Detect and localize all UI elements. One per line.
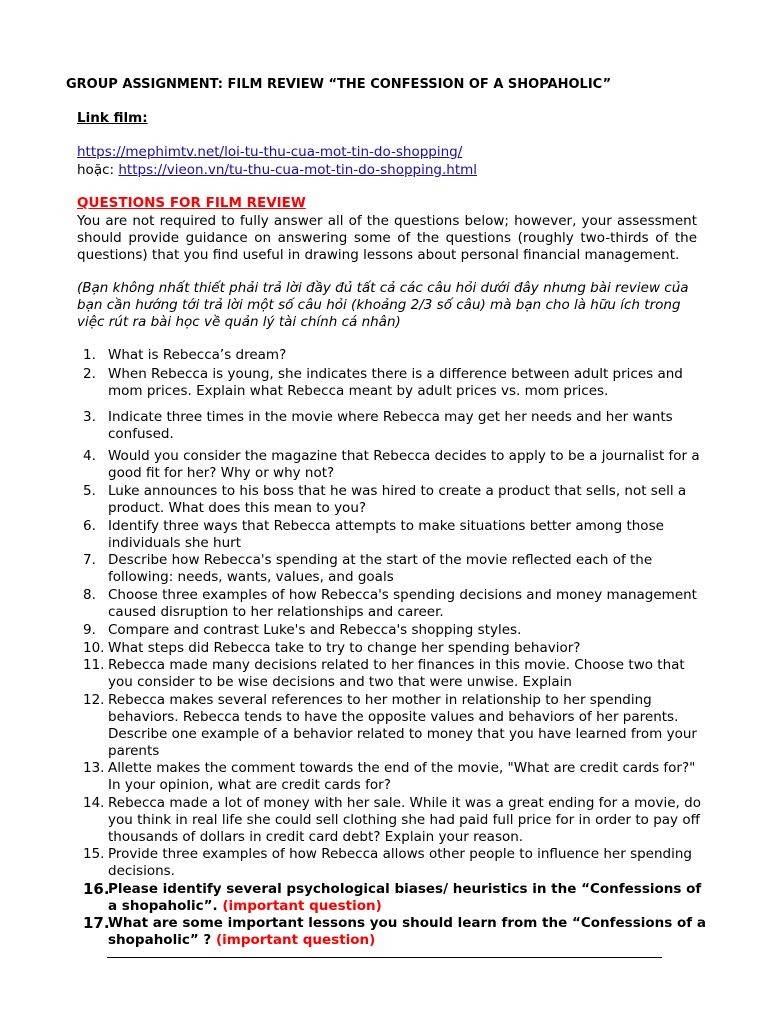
question-item <box>83 483 708 517</box>
question-text: What is Rebecca’s dream? <box>108 347 287 363</box>
vieon-link[interactable]: https://vieon.vn/tu-thu-cua-mot-tin-do-shopping.html <box>118 162 478 178</box>
question-text: What steps did Rebecca take to try to change her spending behavior? <box>108 640 581 656</box>
question-number: 11. <box>83 657 105 673</box>
question-number: 1. <box>83 347 96 363</box>
question-item-important <box>83 881 708 915</box>
question-item <box>83 518 708 552</box>
question-number: 12. <box>83 692 105 708</box>
question-text: Choose three examples of how Rebecca's spending decisions and money management caused disruption to her relationships and career. <box>108 587 697 620</box>
question-number: 7. <box>83 552 96 568</box>
question-item <box>83 657 708 691</box>
question-text: Allette makes the comment towards the end of the movie, "What are credit cards for?" In your opinion, what are credit cards for? <box>108 760 696 793</box>
link-film-label: Link film: <box>77 110 148 126</box>
question-number: 10. <box>83 640 105 656</box>
question-item <box>83 640 708 657</box>
question-number: 8. <box>83 587 96 603</box>
question-text: Rebecca makes several references to her mother in relationship to her spending behaviors. Rebecca tends to have the opposite values and behaviors of her parents. Describe one example of a behavior related to money that you have learned from your parents <box>108 692 697 759</box>
question-item-important <box>83 915 708 949</box>
intro-english: You are not required to fully answer all of the questions below; however, your assessment should provide guidance on answering some of the questions (roughly two-thirds of the questions) that you find useful in drawing lessons about personal financial management. <box>77 213 697 263</box>
mephimtv-link[interactable]: https://mephimtv.net/loi-tu-thu-cua-mot-tin-do-shopping/ <box>77 144 463 160</box>
question-item <box>83 760 708 794</box>
question-text: Describe how Rebecca's spending at the start of the movie reflected each of the following: needs, wants, values, and goals <box>108 552 653 585</box>
question-number: 4. <box>83 448 96 464</box>
question-text: Would you consider the magazine that Rebecca decides to apply to be a journalist for a good fit for her? Why or why not? <box>108 448 700 481</box>
question-item <box>83 846 708 880</box>
question-item <box>83 552 708 586</box>
intro-vietnamese: (Bạn không nhất thiết phải trả lời đầy đủ tất cả các câu hỏi dưới đây nhưng bài review của bạn cần hướng tới trả lời một số câu hỏi (khoảng 2/3 số câu) mà bạn cho là hữu ích trong việc rút ra bài học về quản lý tài chính cá nhân) <box>77 280 689 330</box>
question-text: Rebecca made a lot of money with her sale. While it was a great ending for a movie, do you think in real life she could sell clothing she had paid full price for in order to pay off thousands of dollars in credit card debt? Explain your reason. <box>108 795 701 845</box>
question-number: 6. <box>83 518 96 534</box>
link-row-2 <box>77 162 477 178</box>
question-text: What are some important lessons you should learn from the “Confessions of a shopaholic” ? <box>108 915 706 948</box>
question-number: 17. <box>83 914 110 932</box>
question-text: Luke announces to his boss that he was hired to create a product that sells, not sell a product. What does this mean to you? <box>108 483 687 516</box>
question-text: Compare and contrast Luke's and Rebecca's shopping styles. <box>108 622 522 638</box>
question-number: 16. <box>83 880 110 898</box>
question-number: 13. <box>83 760 105 776</box>
link-row-1 <box>77 144 462 160</box>
question-item <box>83 692 708 760</box>
question-item <box>83 622 708 639</box>
important-tag: (important question) <box>215 932 376 948</box>
question-text: Indicate three times in the movie where Rebecca may get her needs and her wants confused. <box>108 409 673 442</box>
question-item <box>83 366 708 400</box>
question-item <box>83 409 708 443</box>
question-item <box>83 347 708 364</box>
question-number: 9. <box>83 622 96 638</box>
question-number: 3. <box>83 409 96 425</box>
important-tag: (important question) <box>222 898 382 914</box>
question-number: 15. <box>83 846 105 862</box>
bottom-divider <box>107 957 662 958</box>
question-number: 5. <box>83 483 96 499</box>
question-item <box>83 795 708 846</box>
question-number: 2. <box>83 366 96 382</box>
question-text: Please identify several psychological biases/ heuristics in the “Confessions of a shopaholic”. <box>108 881 702 914</box>
question-text: Provide three examples of how Rebecca allows other people to influence her spending decisions. <box>108 846 692 879</box>
question-text: Rebecca made many decisions related to her finances in this movie. Choose two that you consider to be wise decisions and two that were unwise. Explain <box>108 657 685 690</box>
question-number: 14. <box>83 795 105 811</box>
question-item <box>83 448 708 482</box>
link-prefix: hoặc: <box>77 162 119 178</box>
question-text: When Rebecca is young, she indicates there is a difference between adult prices and mom prices. Explain what Rebecca meant by adult prices vs. mom prices. <box>108 366 683 399</box>
section-heading: QUESTIONS FOR FILM REVIEW <box>77 195 306 211</box>
document-title: GROUP ASSIGNMENT: FILM REVIEW “THE CONFESSION OF A SHOPAHOLIC” <box>66 77 612 92</box>
question-text: Identify three ways that Rebecca attempts to make situations better among those individuals she hurt <box>108 518 664 551</box>
question-item <box>83 587 708 621</box>
